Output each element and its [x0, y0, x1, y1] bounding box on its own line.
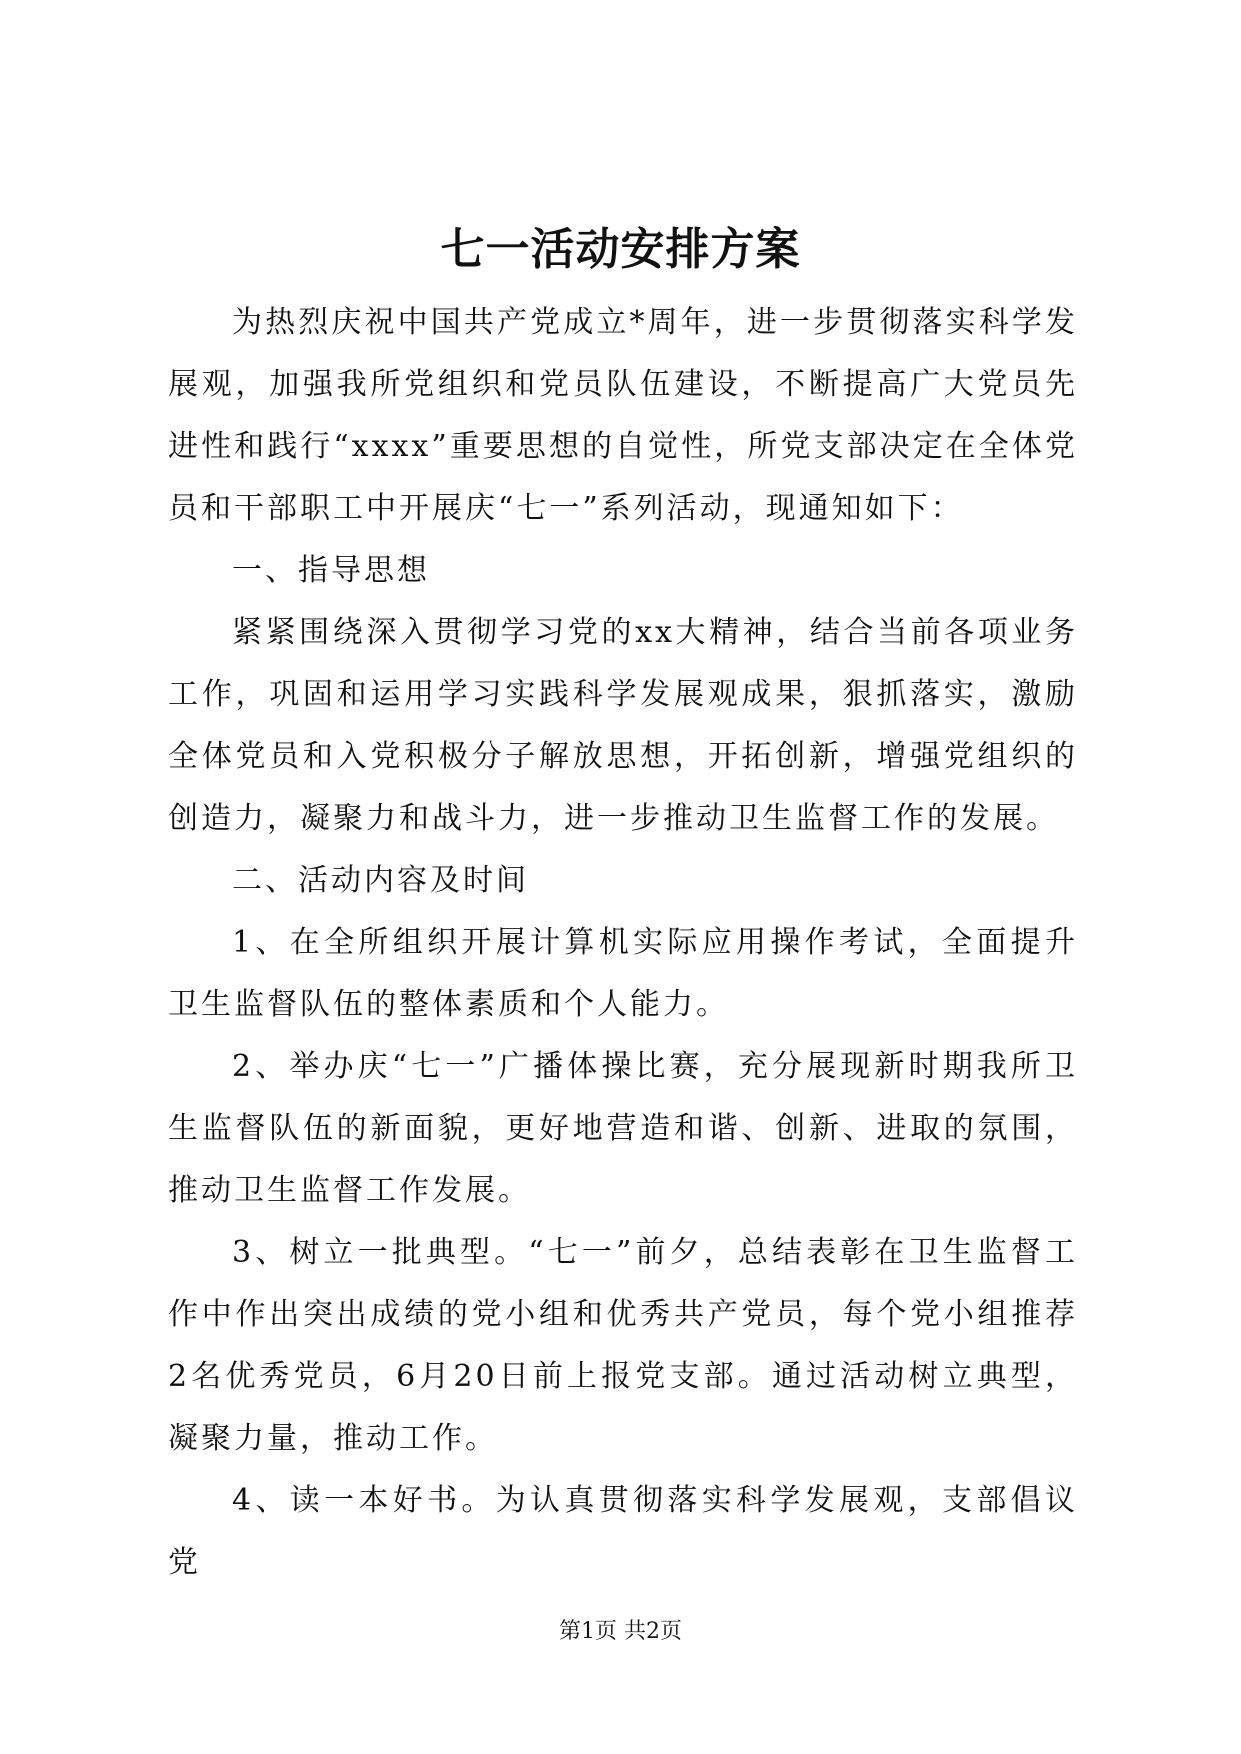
page-number-footer: 第1页 共2页	[559, 1619, 682, 1644]
paragraph-guiding-ideology: 紧紧围绕深入贯彻学习党的xx大精神，结合当前各项业务工作，巩固和运用学习实践科学发展观成果，狠抓落实，激励全体党员和入党积极分子解放思想，开拓创新，增强党组织的创造力，凝聚力和战斗力，进一步推动卫生监督工作的发展。	[168, 615, 1078, 836]
section-heading-activities: 二、活动内容及时间	[232, 863, 529, 898]
paragraph-intro: 为热烈庆祝中国共产党成立*周年，进一步贯彻落实科学发展观，加强我所党组织和党员队伍建设，不断提高广大党员先进性和践行“xxxx”重要思想的自觉性，所党支部决定在全体党员和干部职工中开展庆“七一”系列活动，现通知如下：	[168, 305, 1078, 526]
paragraph-activity-2: 2、举办庆“七一”广播体操比赛，充分展现新时期我所卫生监督队伍的新面貌，更好地营造和谐、创新、进取的氛围，推动卫生监督工作发展。	[168, 1049, 1078, 1208]
paragraph-activity-1: 1、在全所组织开展计算机实际应用操作考试，全面提升卫生监督队伍的整体素质和个人能力。	[168, 925, 1078, 1022]
document-body	[168, 292, 1078, 1594]
paragraph-activity-4: 4、读一本好书。为认真贯彻落实科学发展观，支部倡议党	[168, 1483, 1078, 1580]
section-heading-guiding-ideology: 一、指导思想	[232, 553, 430, 588]
document-title: 七一活动安排方案	[440, 224, 801, 275]
paragraph-activity-3: 3、树立一批典型。“七一”前夕，总结表彰在卫生监督工作中作出突出成绩的党小组和优秀共产党员，每个党小组推荐2名优秀党员，6月20日前上报党支部。通过活动树立典型，凝聚力量，推动工作。	[168, 1235, 1078, 1456]
